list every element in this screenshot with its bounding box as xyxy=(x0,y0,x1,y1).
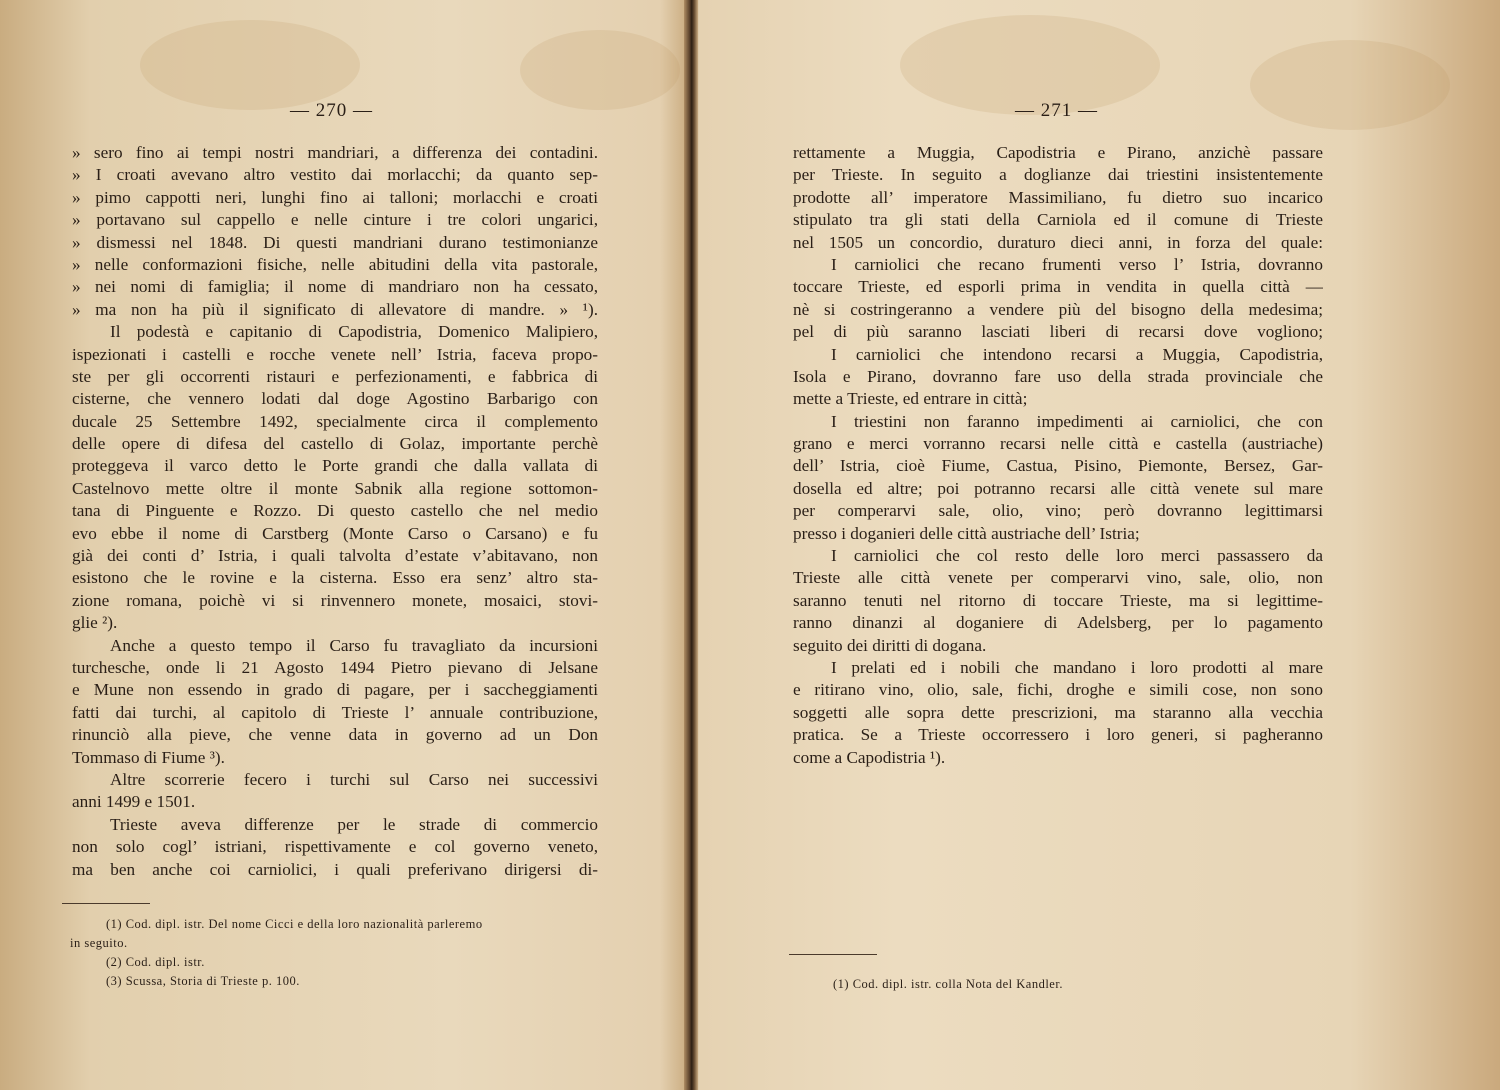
text-line: » sero fino ai tempi nostri mandriari, a differenza dei contadini. xyxy=(72,143,598,162)
footnotes xyxy=(70,915,610,991)
text-line: I carniolici che intendono recarsi a Muggia, Capodistria, xyxy=(831,344,1323,364)
text-line: tana di Pinguente e Rozzo. Di questo castello che nel medio xyxy=(72,501,598,521)
text-line: ste per gli occorrenti ristauri e perfezionamenti, e fabbrica di xyxy=(72,366,598,386)
text-line: anni 1499 e 1501. xyxy=(72,792,196,812)
text-line: toccare Trieste, ed esporli prima in vendita in quella città — xyxy=(793,277,1323,297)
text-line: dosella ed altre; poi potranno recarsi alle città venete sul mare xyxy=(793,478,1323,498)
page-number: — 270 — xyxy=(290,100,373,121)
text-line: » portavano sul cappello e nelle cinture i tre colori ungarici, xyxy=(72,210,598,230)
text-line: ducale 25 Settembre 1492, specialmente circa il complemento xyxy=(72,411,598,431)
text-line: e ritirano vino, olio, sale, fichi, droghe e simili cose, non sono xyxy=(793,680,1323,700)
text-line: cisterne, che vennero lodati dal doge Agostino Barbarigo con xyxy=(72,389,598,409)
text-line: presso i doganieri delle città austriache dell’ Istria; xyxy=(793,523,1140,543)
text-line: per Trieste. In seguito a doglianze dai triestini insistentemente xyxy=(793,165,1323,185)
text-line: pel di più saranno lasciati liberi di recarsi dove vogliono; xyxy=(793,322,1323,342)
text-line: glie ²). xyxy=(72,613,118,633)
text-line: delle opere di difesa del castello di Golaz, importante perchè xyxy=(72,434,598,454)
text-line: turchesche, onde li 21 Agosto 1494 Pietro pievano di Jelsane xyxy=(72,658,598,677)
text-line: ranno dinanzi al doganiere di Adelsberg, per lo pagamento xyxy=(793,613,1323,633)
page-number: — 271 — xyxy=(1015,100,1098,121)
text-line: dell’ Istria, cioè Fiume, Castua, Pisino, Piemonte, Bersez, Gar- xyxy=(793,456,1323,476)
footnotes xyxy=(833,975,1273,994)
text-line: I prelati ed i nobili che mandano i loro prodotti al mare xyxy=(831,658,1323,678)
text-line: Altre scorrerie fecero i turchi sul Carso nei successivi xyxy=(110,769,598,789)
text-line: Anche a questo tempo il Carso fu travagliato da incursioni xyxy=(110,635,598,655)
right-page xyxy=(695,0,1500,1090)
text-line: rettamente a Muggia, Capodistria e Pirano, anzichè passare xyxy=(793,143,1323,162)
text-line: mette a Trieste, ed entrare in città; xyxy=(793,389,1028,409)
text-line: seguito dei diritti di dogana. xyxy=(793,635,987,655)
text-line: grano e merci vorranno recarsi nelle città e castella (austriache) xyxy=(793,434,1323,454)
footnote-divider xyxy=(62,903,150,904)
text-line: come a Capodistria ¹). xyxy=(793,747,946,767)
body-text xyxy=(793,142,1323,769)
footnote: in seguito. xyxy=(70,936,128,950)
text-line: pratica. Se a Trieste occorressero i loro generi, si pagheranno xyxy=(793,725,1323,745)
text-line: » dismessi nel 1848. Di questi mandriani durano testimonianze xyxy=(72,232,598,252)
text-line: saranno tenuti nel ritorno di toccare Trieste, ma si legittime- xyxy=(793,590,1323,610)
text-line: I triestini non faranno impedimenti ai carniolici, che con xyxy=(831,411,1323,431)
text-line: nè si costringeranno a vendere più del bisogno della medesima; xyxy=(793,299,1323,319)
text-line: » nelle conformazioni fisiche, nelle abitudini della vita pastorale, xyxy=(72,254,598,274)
text-line: » nei nomi di famiglia; il nome di mandriaro non ha cessato, xyxy=(72,277,598,297)
text-line: rinunciò alla pieve, che venne data in governo ad un Don xyxy=(72,725,598,745)
footnote: (1) Cod. dipl. istr. Del nome Cicci e della loro nazionalità parleremo xyxy=(106,917,483,931)
text-line: Isola e Pirano, dovranno fare uso della strada provinciale che xyxy=(793,366,1323,386)
text-line: I carniolici che col resto delle loro merci passassero da xyxy=(831,546,1323,566)
text-line: Trieste alle città venete per comperarvi vino, sale, olio, non xyxy=(793,568,1323,588)
text-line: proteggeva il varco detto le Porte grandi che dalla vallata di xyxy=(72,456,598,476)
text-line: e Mune non essendo in grado di pagare, per i saccheggiamenti xyxy=(72,680,598,700)
text-line: stipulato tra gli stati della Carniola ed il comune di Trieste xyxy=(793,210,1323,230)
text-line: Trieste aveva differenze per le strade di commercio xyxy=(110,814,598,834)
text-line: prodotte all’ imperatore Massimiliano, fu dietro suo incarico xyxy=(793,187,1323,207)
text-line: per comperarvi sale, olio, vino; però dovranno legittimarsi xyxy=(793,501,1323,521)
footnote: (2) Cod. dipl. istr. xyxy=(106,955,205,969)
text-line: già dei conti d’ Istria, i quali talvolta d’estate v’abitavano, non xyxy=(72,546,598,566)
text-line: » pimo cappotti neri, lunghi fino ai talloni; morlacchi e croati xyxy=(72,187,598,207)
text-line: esistono che le rovine e la cisterna. Esso era senz’ altro sta- xyxy=(72,568,598,588)
text-line: nel 1505 un concordio, duraturo dieci anni, in forza del quale: xyxy=(793,232,1323,252)
left-page xyxy=(0,0,690,1090)
text-line: non solo cogl’ istriani, rispettivamente e col governo veneto, xyxy=(72,837,598,857)
text-line: Il podestà e capitanio di Capodistria, Domenico Malipiero, xyxy=(110,322,598,342)
footnote: (1) Cod. dipl. istr. colla Nota del Kandler. xyxy=(833,977,1063,991)
text-line: » I croati avevano altro vestito dai morlacchi; da quanto sep- xyxy=(72,165,598,185)
text-line: I carniolici che recano frumenti verso l’ Istria, dovranno xyxy=(831,254,1323,274)
footnote-divider xyxy=(789,954,877,955)
body-text xyxy=(72,142,598,881)
text-line: Tommaso di Fiume ³). xyxy=(72,747,225,767)
footnote: (3) Scussa, Storia di Trieste p. 100. xyxy=(106,974,300,988)
text-line: Castelnovo mette oltre il monte Sabnik alla regione sottomon- xyxy=(72,478,598,498)
text-line: zione romana, poichè vi si rinvennero monete, mosaici, stovi- xyxy=(72,590,598,610)
text-line: ispezionati i castelli e rocche venete nell’ Istria, faceva propo- xyxy=(72,344,598,364)
text-line: soggetti alle sopra dette prescrizioni, ma staranno alla vecchia xyxy=(793,702,1323,722)
text-line: evo ebbe il nome di Carstberg (Monte Carso o Carsano) e fu xyxy=(72,523,598,543)
text-line: ma ben anche coi carniolici, i quali preferivano dirigersi di- xyxy=(72,859,598,879)
text-line: » ma non ha più il significato di allevatore di mandre. » ¹). xyxy=(72,299,598,319)
text-line: fatti dai turchi, al capitolo di Trieste l’ annuale contribuzione, xyxy=(72,702,598,722)
